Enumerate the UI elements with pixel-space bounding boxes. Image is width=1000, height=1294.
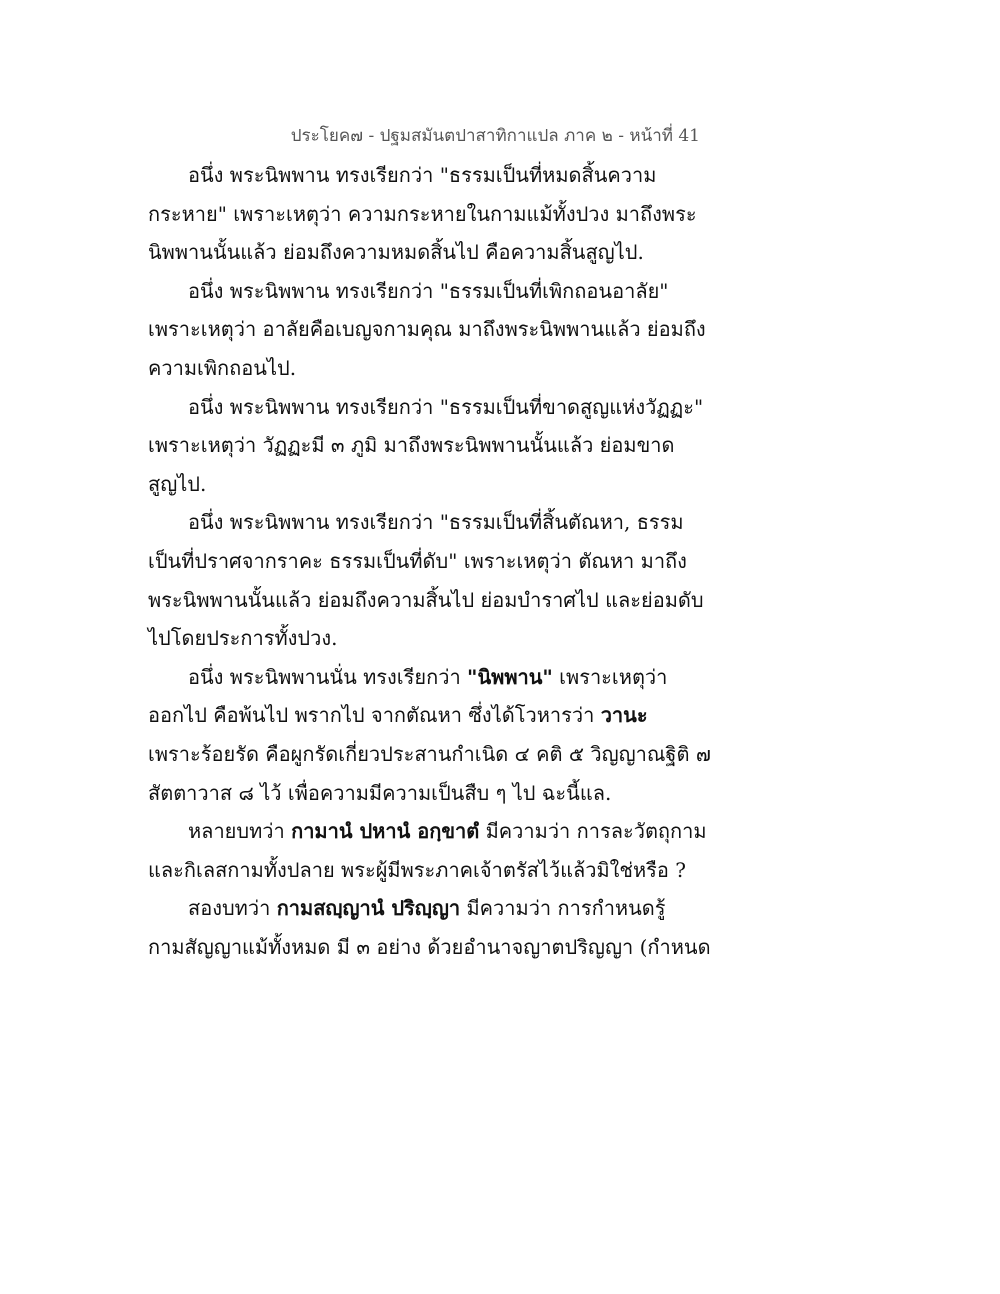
text-segment: มีความว่า การละวัตถุกาม	[479, 819, 707, 844]
bold-term: กามานํ ปหานํ อกฺขาตํ	[291, 819, 480, 844]
text-line	[148, 465, 848, 504]
text-segment: เพราะเหตุว่า อาลัยคือเบญจกามคุณ มาถึงพระนิพพานแล้ว ย่อมถึง	[148, 317, 706, 342]
text-segment: สัตตาวาส ๘ ไว้ เพื่อความมีความเป็นสืบ ๆ ไป ฉะนี้แล.	[148, 780, 612, 805]
text-segment: สองบทว่า	[188, 896, 277, 921]
text-line	[148, 542, 848, 581]
text-segment: หลายบทว่า	[188, 819, 292, 844]
text-segment: ออกไป คือพ้นไป พรากไป จากตัณหา ซึ่งได้โวหารว่า	[148, 703, 601, 728]
text-line	[148, 658, 848, 697]
text-segment: เพราะร้อยรัด คือผูกรัดเกี่ยวประสานกำเนิด ๔ คติ ๕ วิญญาณฐิติ ๗	[148, 741, 711, 766]
text-segment: กระหาย" เพราะเหตุว่า ความกระหายในกามแม้ทั้งปวง มาถึงพระ	[148, 201, 697, 226]
body-text	[148, 156, 848, 966]
text-segment: อนึ่ง พระนิพพานนั่น ทรงเรียกว่า	[188, 664, 468, 689]
text-line	[148, 812, 848, 851]
text-line	[148, 581, 848, 620]
text-segment: อนึ่ง พระนิพพาน ทรงเรียกว่า "ธรรมเป็นที่หมดสิ้นความ	[188, 163, 657, 187]
text-segment: อนึ่ง พระนิพพาน ทรงเรียกว่า "ธรรมเป็นที่สิ้นตัณหา, ธรรม	[188, 510, 684, 535]
bold-term: วานะ	[600, 703, 648, 728]
text-line	[148, 272, 848, 311]
text-segment: ไปโดยประการทั้งปวง.	[148, 626, 338, 651]
text-line	[148, 156, 848, 195]
text-segment: นิพพานนั้นแล้ว ย่อมถึงความหมดสิ้นไป คือความสิ้นสูญไป.	[148, 240, 644, 265]
text-line	[148, 696, 848, 735]
text-segment: มีความว่า การกำหนดรู้	[460, 896, 666, 921]
text-line	[148, 310, 848, 349]
text-segment: อนึ่ง พระนิพพาน ทรงเรียกว่า "ธรรมเป็นที่เพิกถอนอาลัย"	[188, 278, 669, 303]
text-segment: พระนิพพานนั้นแล้ว ย่อมถึงความสิ้นไป ย่อมบำราศไป และย่อมดับ	[148, 587, 704, 612]
text-line	[148, 233, 848, 272]
text-line	[148, 195, 848, 234]
text-segment: เพราะเหตุว่า	[552, 664, 668, 689]
text-line	[148, 889, 848, 928]
text-line	[148, 735, 848, 774]
text-line	[148, 774, 848, 813]
text-line	[148, 619, 848, 658]
text-segment: เป็นที่ปราศจากราคะ ธรรมเป็นที่ดับ" เพราะเหตุว่า ตัณหา มาถึง	[148, 548, 687, 573]
running-header: ประโยค๗ - ปฐมสมันตปาสาทิกาแปล ภาค ๒ - หน้าที่ 41	[290, 126, 700, 146]
text-segment: เพราะเหตุว่า วัฏฏะมี ๓ ภูมิ มาถึงพระนิพพานนั้นแล้ว ย่อมขาด	[148, 433, 675, 458]
bold-term: "นิพพาน"	[467, 664, 553, 689]
text-segment: กามสัญญาแม้ทั้งหมด มี ๓ อย่าง ด้วยอำนาจญาตปริญญา (กำหนด	[148, 934, 711, 959]
text-line	[148, 349, 848, 388]
text-line	[148, 388, 848, 427]
text-line	[148, 851, 848, 890]
bold-term: กามสญฺญานํ ปริญฺญา	[276, 896, 461, 921]
text-segment: สูญไป.	[148, 471, 207, 496]
text-line	[148, 928, 848, 967]
text-segment: อนึ่ง พระนิพพาน ทรงเรียกว่า "ธรรมเป็นที่ขาดสูญแห่งวัฏฏะ"	[188, 394, 704, 419]
text-line	[148, 503, 848, 542]
text-line	[148, 426, 848, 465]
text-segment: ความเพิกถอนไป.	[148, 355, 297, 380]
text-segment: และกิเลสกามทั้งปลาย พระผู้มีพระภาคเจ้าตรัสไว้แล้วมิใช่หรือ ?	[148, 857, 686, 882]
